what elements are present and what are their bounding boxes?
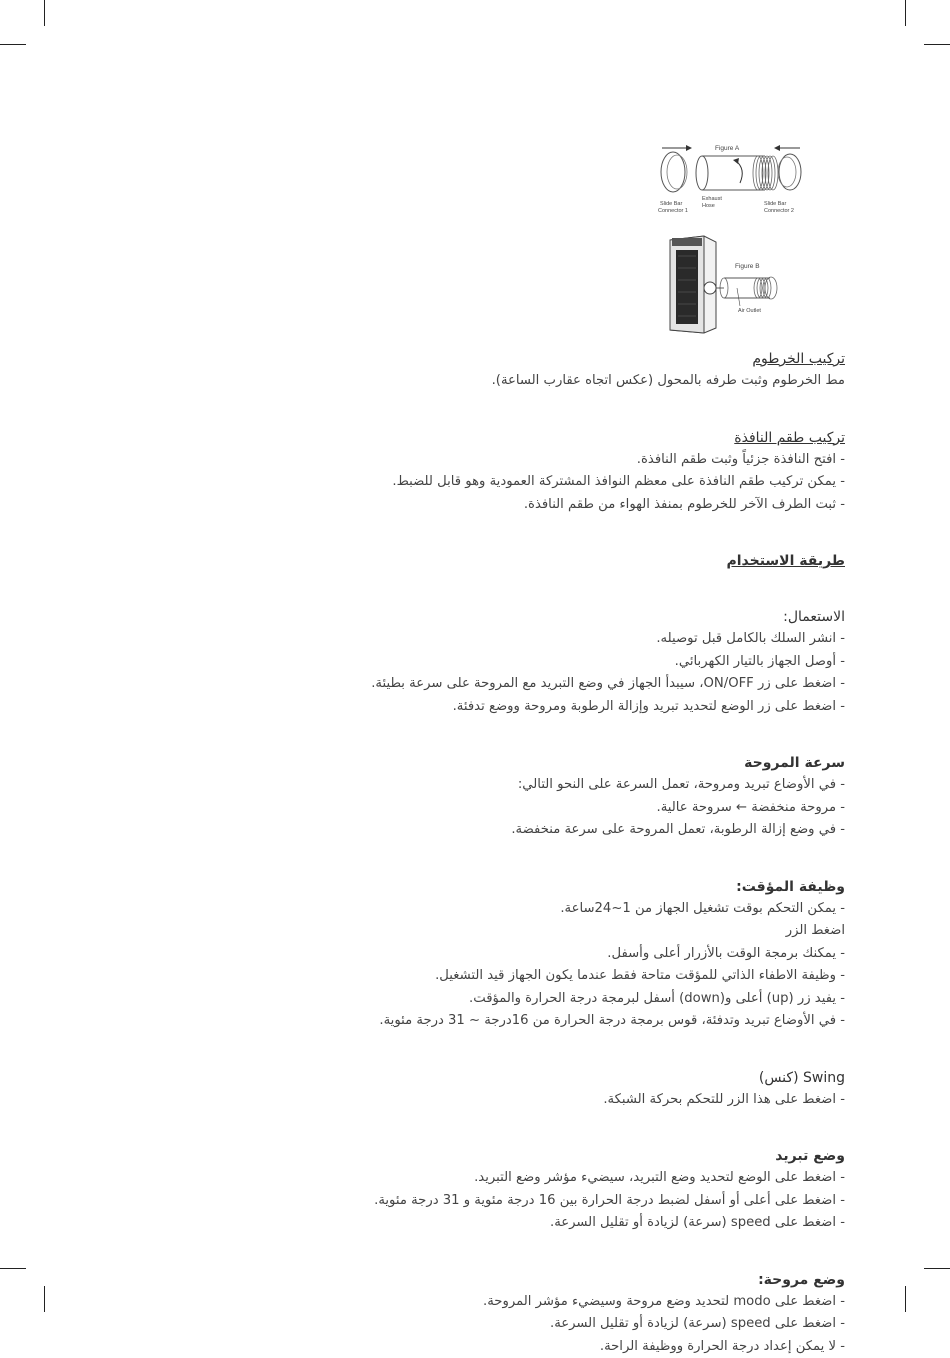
section-line: - في وضع إزالة الرطوبة، تعمل المروحة على سرعة منخفضة. [300, 819, 845, 842]
figure-b [670, 236, 777, 333]
figure-a [658, 145, 801, 214]
section-line: - اضغط على الوضع لتحديد وضع التبريد، سيضيء مؤشر وضع التبريد. [300, 1167, 845, 1190]
section-operation [300, 606, 845, 718]
figure-b-label: Air Outlet [738, 308, 761, 314]
section-line: - اضغط على زر ON/OFF، سيبدأ الجهاز في وضع التبريد مع المروحة على سرعة بطيئة. [300, 673, 845, 696]
section-swing [300, 1067, 845, 1112]
installation-figures [640, 138, 845, 343]
crop-mark [44, 0, 45, 26]
section-heading: تركيب طقم النافذة [300, 427, 845, 449]
section-line: - لا يمكن إعداد درجة الحرارة ووظيفة الراحة. [300, 1336, 845, 1358]
section-line: - اضغط على أعلى أو أسفل لضبط درجة الحرارة بين 16 درجة مئوية و 31 درجة مئوية. [300, 1190, 845, 1213]
section-line: - مروحة منخفضة ← سروحة عالية. [300, 797, 845, 820]
section-line: - اضغط على هذا الزر للتحكم بحركة الشبكة. [300, 1089, 845, 1112]
crop-mark [905, 0, 906, 26]
section-line: - يمكنك برمجة الوقت بالأزرار أعلى وأسفل. [300, 943, 845, 966]
section-cool-mode [300, 1145, 845, 1235]
section-line: - وظيفة الاطفاء الذاتي للمؤقت متاحة فقط عندما يكون الجهاز قيد التشغيل. [300, 965, 845, 988]
figure-a-label-mid-1: Exhaust [702, 196, 722, 202]
section-line: - اضغط على speed (سرعة) لزيادة أو تقليل السرعة. [300, 1212, 845, 1235]
section-line: - أوصل الجهاز بالتيار الكهربائي. [300, 651, 845, 674]
section-heading: تركيب الخرطوم [300, 348, 845, 370]
crop-mark [924, 1268, 950, 1269]
section-heading: وضع مروحة: [300, 1269, 845, 1291]
figure-a-label-right-2: Connector 2 [764, 208, 794, 214]
section-line: - في الأوضاع تبريد وتدفئة، قوس برمجة درجة الحرارة من 16درجة ~ 31 درجة مئوية. [300, 1010, 845, 1033]
instructions-content [300, 348, 845, 1358]
section-heading: وظيفة المؤقت: [300, 876, 845, 898]
section-heading: الاستعمال: [300, 606, 845, 628]
crop-mark [905, 1286, 906, 1312]
section-line: - افتح النافذة جزئياً وثبت طقم النافذة. [300, 449, 845, 472]
crop-mark [924, 44, 950, 45]
section-fan-speed [300, 752, 845, 842]
figure-a-label-mid-2: Hose [702, 203, 715, 209]
figure-a-label-left-2: Connector 1 [658, 208, 688, 214]
section-line: - ثبت الطرف الآخر للخرطوم بمنفذ الهواء من طقم النافذة. [300, 494, 845, 517]
crop-mark [44, 1286, 45, 1312]
section-line: - يمكن التحكم بوقت تشغيل الجهاز من 1~24ساعة. [300, 898, 845, 921]
section-line: - انشر السلك بالكامل قبل توصيله. [300, 628, 845, 651]
figure-b-title: Figure B [735, 263, 760, 270]
section-heading: وضع تبريد [300, 1145, 845, 1167]
section-line: - اضغط على speed (سرعة) لزيادة أو تقليل السرعة. [300, 1313, 845, 1336]
section-usage-method [300, 550, 845, 572]
section-hose-install [300, 348, 845, 393]
section-window-kit [300, 427, 845, 517]
figures-drawing [640, 138, 845, 343]
section-line: - يمكن تركيب طقم النافذة على معظم النوافذ المشتركة العمودية وهو قابل للضبط. [300, 471, 845, 494]
section-timer [300, 876, 845, 1033]
section-line: - يفيد زر (up) أعلى و(down) أسفل لبرمجة درجة الحرارة والمؤقت. [300, 988, 845, 1011]
section-heading: Swing (كنس) [300, 1067, 845, 1089]
section-line: - اضغط على modo لتحديد وضع مروحة وسيضيء مؤشر المروحة. [300, 1291, 845, 1314]
crop-mark [0, 44, 26, 45]
section-line: - في الأوضاع تبريد ومروحة، تعمل السرعة على النحو التالي: [300, 774, 845, 797]
crop-mark [0, 1268, 26, 1269]
figure-a-label-right-1: Slide Bar [764, 201, 786, 207]
figure-a-label-left-1: Slide Bar [660, 201, 682, 207]
figure-a-title: Figure A [715, 145, 740, 152]
section-line: مط الخرطوم وثبت طرفه بالمحول (عكس اتجاه عقارب الساعة). [300, 370, 845, 393]
section-fan-mode [300, 1269, 845, 1358]
section-line: - اضغط على زر الوضع لتحديد تبريد وإزالة الرطوبة ومروحة ووضع تدفئة. [300, 696, 845, 719]
section-line: اضغط الزر [300, 920, 845, 943]
section-heading: سرعة المروحة [300, 752, 845, 774]
section-heading: طريقة الاستخدام [300, 550, 845, 572]
